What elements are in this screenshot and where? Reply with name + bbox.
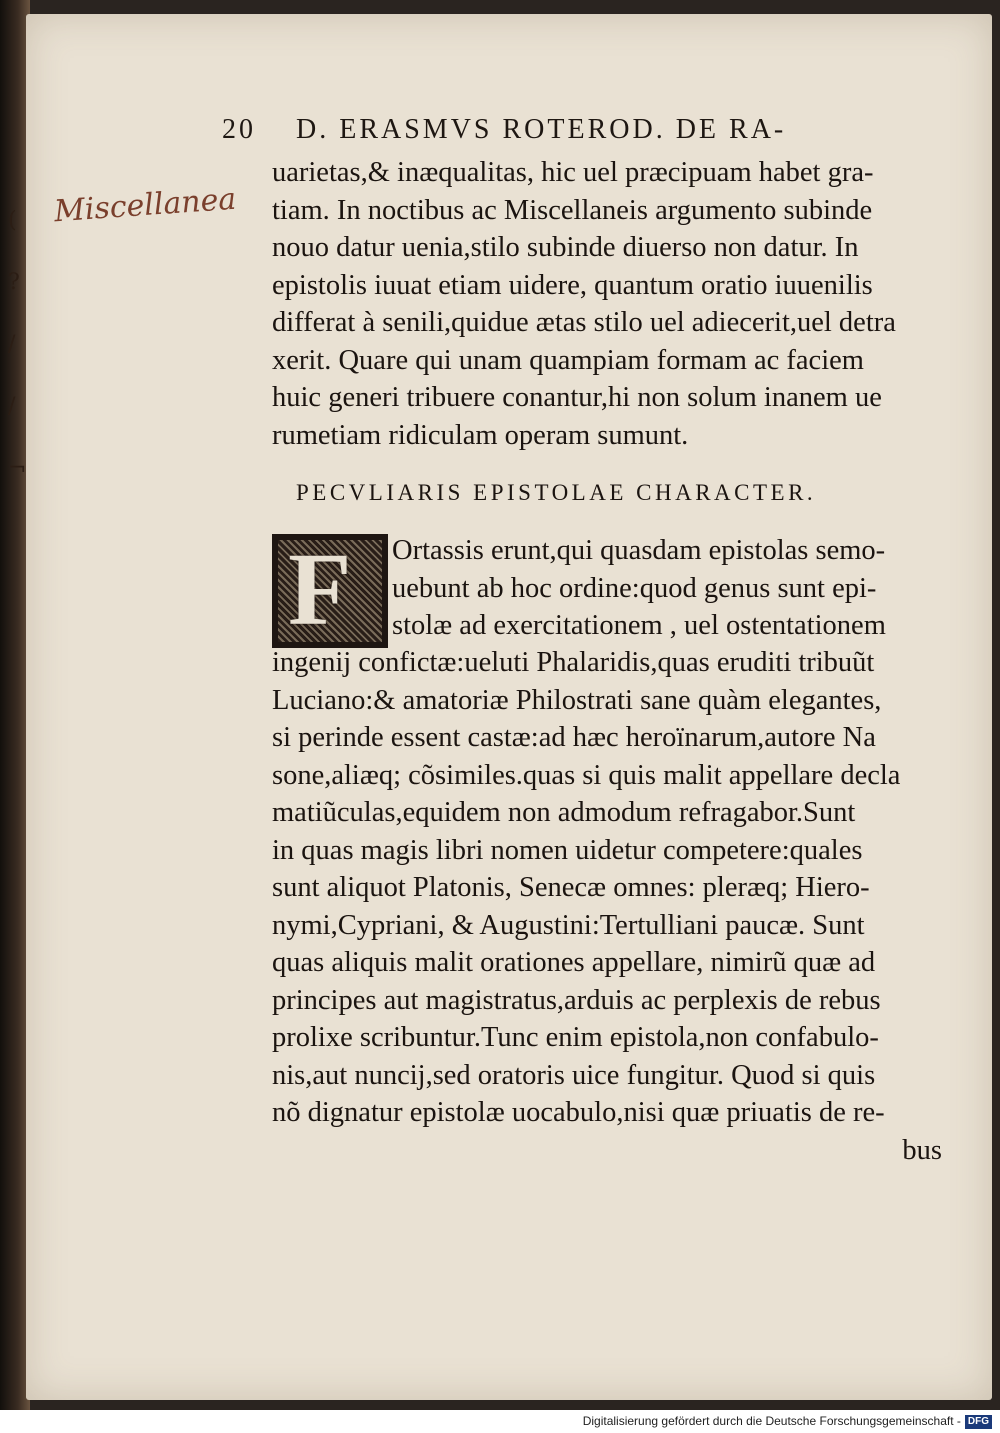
paragraph-1 xyxy=(272,154,952,454)
footer-credit: Digitalisierung gefördert durch die Deutsche Forschungsgemeinschaft - xyxy=(582,1414,961,1428)
text-line: epistolis iuuat etiam uidere, quantum oratio iuuenilis xyxy=(272,269,873,301)
dfg-logo: DFG xyxy=(965,1415,992,1429)
text-line: nõ dignatur epistolæ uocabulo,nisi quæ priuatis de re- xyxy=(272,1097,885,1128)
text-line: ingenij confictæ:ueluti Phalaridis,quas eruditi tribuũt xyxy=(272,647,875,678)
edge-marks xyxy=(8,190,28,500)
text-line: nis,aut nuncij,sed oratoris uice fungitur. Quod si quis xyxy=(272,1059,876,1091)
edge-mark: / xyxy=(8,394,16,419)
text-line: stolæ ad exercitationem , uel ostentationem xyxy=(392,610,886,641)
text-line: quas aliquis malit orationes appellare, nimirũ quæ ad xyxy=(272,947,876,978)
edge-mark: ¬ xyxy=(8,456,27,481)
text-line: Ortassis erunt,qui quasdam epistolas semo- xyxy=(392,535,886,566)
text-line: principes aut magistratus,arduis ac perplexis de rebus xyxy=(272,984,881,1016)
handwritten-margin-note: Miscellanea xyxy=(53,181,238,230)
text-line: xerit. Quare qui unam quampiam formam ac faciem xyxy=(272,344,864,376)
initial-letter: F xyxy=(288,532,352,647)
text-line: tiam. In noctibus ac Miscellaneis argumento subinde xyxy=(272,194,873,226)
text-line: prolixe scribuntur.Tunc enim epistola,non confabulo- xyxy=(272,1022,879,1053)
running-head xyxy=(222,114,902,146)
text-line: differat à senili,quidue ætas stilo uel adiecerit,uel detra xyxy=(272,307,896,338)
section-heading: PECVLIARIS EPISTOLAE CHARACTER. xyxy=(296,480,817,505)
edge-mark: ? xyxy=(8,270,20,295)
text-line: sunt aliquot Platonis, Senecæ omnes: pleræq; Hiero- xyxy=(272,872,870,903)
text-line: nymi,Cypriani, & Augustini:Tertulliani paucæ. Sunt xyxy=(272,909,865,941)
text-line: uebunt ab hoc ordine:quod genus sunt epi- xyxy=(392,572,877,604)
running-title: D. ERASMVS ROTEROD. DE RA- xyxy=(296,114,787,145)
edge-mark: / xyxy=(8,332,16,357)
text-line: in quas magis libri nomen uidetur competere:quales xyxy=(272,834,863,866)
paragraph-2-beside-initial xyxy=(392,532,952,645)
text-line: uarietas,& inæqualitas, hic uel præcipuam habet gra- xyxy=(272,157,874,188)
text-line: si perinde essent castæ:ad hæc heroïnarum,autore Na xyxy=(272,722,876,753)
decorated-initial xyxy=(272,534,388,648)
text-line: matiũculas,equidem non admodum refragabor.Sunt xyxy=(272,797,856,828)
catchword: bus xyxy=(902,1134,942,1166)
text-line: nouo datur uenia,stilo subinde diuerso non datur. In xyxy=(272,232,859,263)
paragraph-2 xyxy=(272,644,952,1169)
edge-mark: ( xyxy=(8,208,17,233)
text-line: huic generi tribuere conantur,hi non solum inanem ue xyxy=(272,382,882,413)
page-number: 20 xyxy=(222,114,256,145)
digitization-footer xyxy=(0,1410,1000,1433)
text-line: rumetiam ridiculam operam sumunt. xyxy=(272,419,689,451)
text-line: sone,aliæq; cõsimiles.quas si quis malit appellare decla xyxy=(272,759,901,791)
text-line: Luciano:& amatoriæ Philostrati sane quàm elegantes, xyxy=(272,684,882,716)
